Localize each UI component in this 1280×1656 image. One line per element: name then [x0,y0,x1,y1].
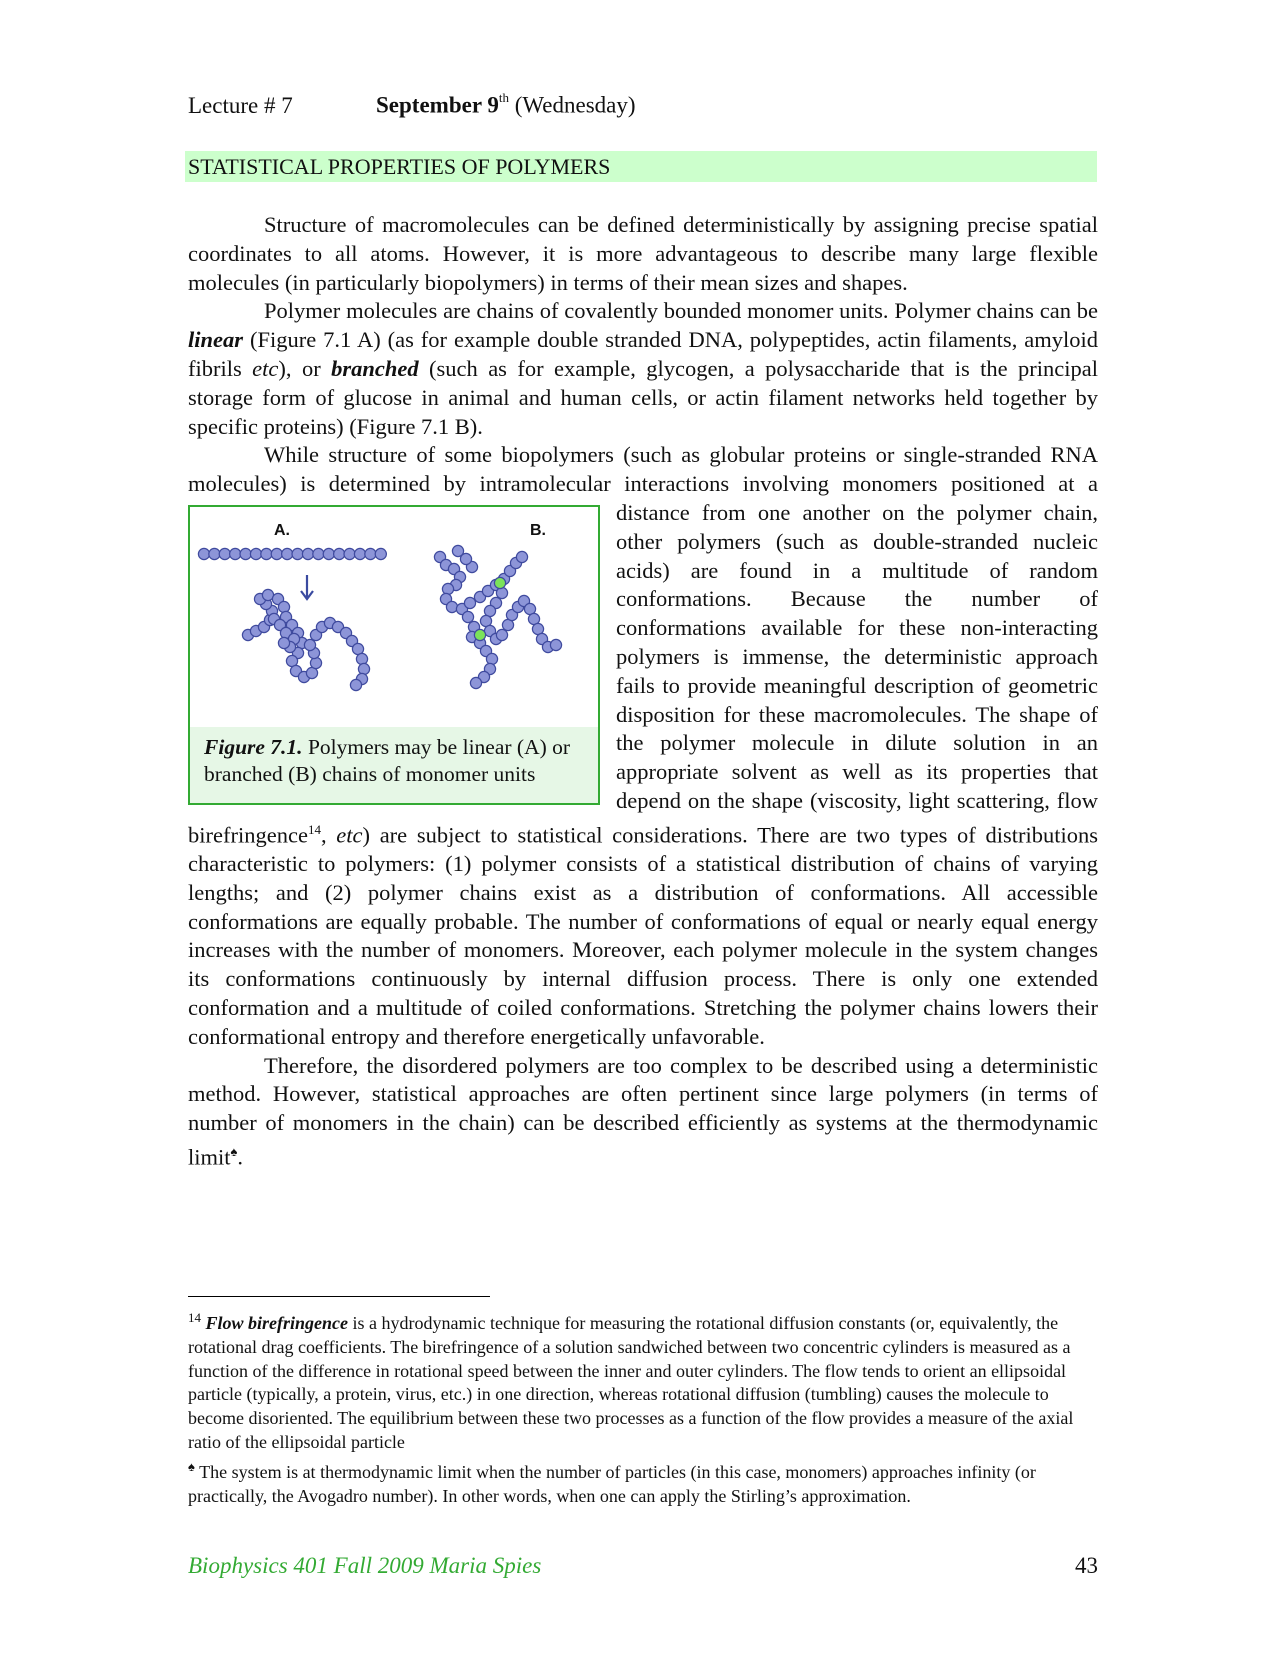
course-name: Biophysics 401 Fall 2009 Maria Spies [188,1553,542,1578]
monomer-bead [209,548,220,559]
term-linear: linear [188,327,244,353]
monomer-bead [375,548,386,559]
lecture-header [188,92,636,119]
lecture-weekday: (Wednesday) [514,92,636,118]
monomer-bead [313,548,324,559]
monomer-bead [354,548,365,559]
monomer-bead [261,548,272,559]
monomer-bead [198,548,209,559]
footnotes [188,1306,1098,1508]
monomer-bead [452,545,463,556]
monomer-bead [358,663,369,674]
monomer-bead [230,548,241,559]
spade-symbol: ♠ [230,1144,238,1159]
monomer-bead [470,677,481,688]
figure-label-b: B. [530,521,546,539]
monomer-bead [496,629,507,640]
figure-label-a: A. [274,521,290,539]
monomer-bead [516,551,527,562]
paragraph-3: While structure of some biopolymers (such as globular proteins or single-stranded RNA molecules) is determined by intramolecular interactions involving monomers A. B. Figure 7.1. Polymers may be linear (A) or branched (B) chains of monomer units positioned at a distance from one another on the polymer chain, other polymers (such as double-stranded nucleic acids) are found in a multitude of random conformations. Because the number of conformations available for these non-interacting polymers is immense, the deterministic approach fails to provide meaningful description of geometric disposition for these macromolecules. The shape of the polymer molecule in dilute solution in an appropriate solvent as well as its properties that depend on the shape (viscosity, light scattering, flow birefringence$^{14}$, etc) are subject to statistical considerations. There are two types of distributions characteristic to polymers: (1) polymer consists of a statistical distribution of chains of varying lengths; and (2) polymer chains exist as a distribution of conformations. All accessible conformations are equally probable. The number of conformations of equal or nearly equal energy increases with the number of monomers. Moreover, each polymer molecule in the system changes its conformations continuously by internal diffusion process. There is only one extended conformation and a multitude of coiled conformations. Stretching the polymer chains lowers their conformational entropy and therefore energetically unfavorable. [188,442,1099,1049]
figure-7-1 [188,505,600,805]
monomer-bead [278,601,289,612]
lecture-date: September 9 [376,92,499,118]
monomer-bead [486,653,497,664]
paragraph-2: Polymer molecules are chains of covalently bounded monomer units. Polymer chains can be linear (Figure 7.1 A) (as for example double stranded DNA, polypeptides, actin filaments, amyloid fibrils etc), or branched (such as for example, glycogen, a polysaccharide that is the principal storage form of glucose in animal and human cells, or actin filament networks held together by specific proteins) (Figure 7.1 B). [188,298,1098,439]
monomer-bead [323,548,334,559]
date-suffix: th [498,90,509,105]
monomer-bead [464,597,475,608]
monomer-bead [310,657,321,668]
monomer-bead [271,548,282,559]
page-footer [188,1553,1098,1579]
monomer-bead [282,548,293,559]
monomer-bead [442,583,453,594]
monomer-bead [350,679,361,690]
footnote-spade: ♠ The system is at thermodynamic limit when the number of particles (in this case, monomers) approaches infinity (or practically, the Avogadro number). In other words, when one can apply the Stirling’s approximation. [188,1458,1036,1506]
page-number: 43 [1075,1553,1098,1578]
monomer-bead [250,548,261,559]
monomer-bead [292,548,303,559]
section-title: STATISTICAL PROPERTIES OF POLYMERS [185,151,1097,182]
polymer-illustration [190,507,598,729]
monomer-bead [240,548,251,559]
footnote-divider [188,1296,490,1297]
figure-caption: Figure 7.1. Polymers may be linear (A) or branched (B) chains of monomer units [190,727,598,803]
monomer-bead [462,611,473,622]
footnote-ref-14: 14 [307,821,321,837]
branch-point-bead [474,629,485,640]
monomer-bead [302,548,313,559]
monomer-bead [278,637,289,648]
monomer-bead [446,601,457,612]
monomer-bead [304,639,315,650]
footnote-14: $^{14}$ Flow birefringence is a hydrodynamic technique for measuring the rotational diffusion constants (or, equivalently, the rotational drag coefficients. The birefringence of a solution sandwiched between two concentric cylinders is measured as a function of the difference in rotational speed between the inner and outer cylinders. The flow tends to orient an ellipsoidal particle (typically, a protein, virus, etc.) in one direction, whereas rotational diffusion (tumbling) causes the molecule to become disoriented. The equilibrium between these two processes as a function of the flow provides a measure of the axial ratio of the ellipsoidal particle [188,1310,1074,1452]
paragraph-4: Therefore, the disordered polymers are too complex to be described using a deterministic method. However, statistical approaches are often pertinent since large polymers (in terms of number of monomers in the chain) can be described efficiently as systems at the thermodynamic limit♠. [188,1052,1098,1170]
paragraph-1: Structure of macromolecules can be defined deterministically by assigning precise spatial coordinates to all atoms. However, it is more advantageous to describe many large flexible molecules (in particularly biopolymers) in terms of their mean sizes and shapes. [188,212,1098,295]
term-branched: branched [331,355,419,381]
monomer-bead [550,639,561,650]
monomer-bead [365,548,376,559]
lecture-number: Lecture # 7 [188,92,293,118]
monomer-bead [496,587,507,598]
monomer-bead [219,548,230,559]
down-arrow-icon [301,575,313,599]
branch-point-bead [494,577,505,588]
monomer-bead [334,548,345,559]
body-text [188,211,1098,1172]
monomer-bead [356,653,367,664]
monomer-bead [344,548,355,559]
